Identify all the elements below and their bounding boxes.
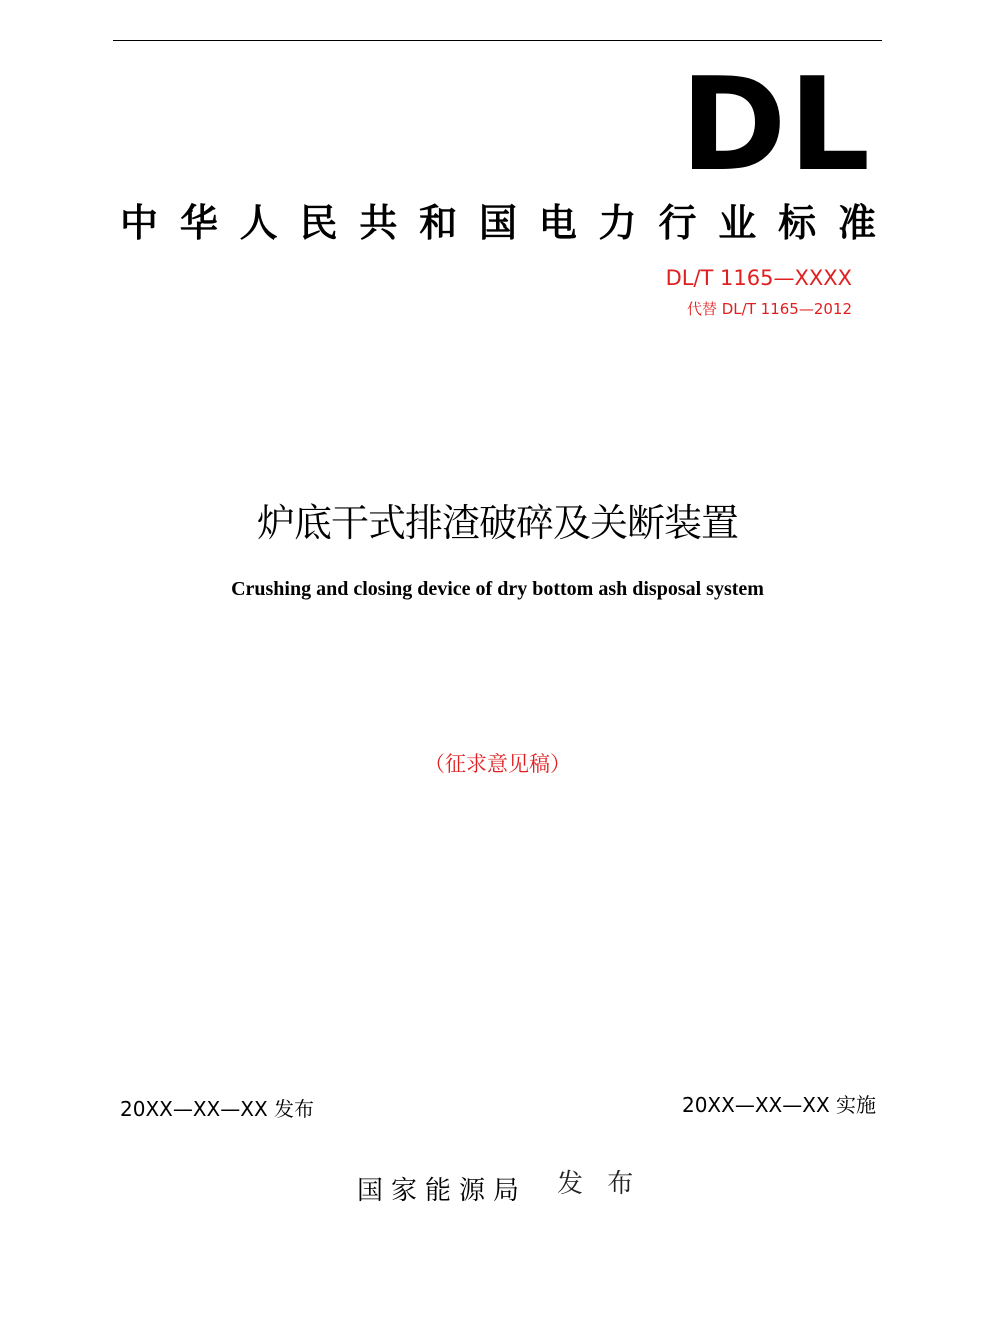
replaces-standard: 代替 DL/T 1165—2012 [686,300,852,318]
issuer-line [357,1170,641,1207]
title-char: 华 [179,201,218,245]
issuer-verb: 发 布 [557,1169,642,1199]
title-char: 和 [419,201,458,245]
title-char: 民 [299,201,338,245]
top-rule [113,40,882,41]
title-char: 准 [837,201,876,245]
title-char: 标 [778,201,817,245]
publish-date: 20XX—XX—XX 发布 [120,1097,315,1121]
effective-date: 20XX—XX—XX 实施 [681,1093,876,1117]
title-char: 人 [239,201,278,245]
title-char: 国 [478,201,517,245]
issuer-name: 国家能源局 [357,1176,528,1206]
title-char: 力 [598,201,637,245]
dl-logo: DL [680,51,872,200]
standard-code: DL/T 1165—XXXX [665,266,852,290]
title-char: 行 [658,201,697,245]
document-subtitle: Crushing and closing device of dry bottom ash disposal system [231,578,764,600]
document-title: 炉底干式排渣破碎及关断装置 [256,501,738,545]
title-char: 共 [359,201,398,245]
draft-label: （征求意见稿） [424,752,571,776]
title-char: 中 [120,201,159,245]
title-char: 电 [538,201,577,245]
standard-title [120,200,876,246]
title-char: 业 [718,201,757,245]
